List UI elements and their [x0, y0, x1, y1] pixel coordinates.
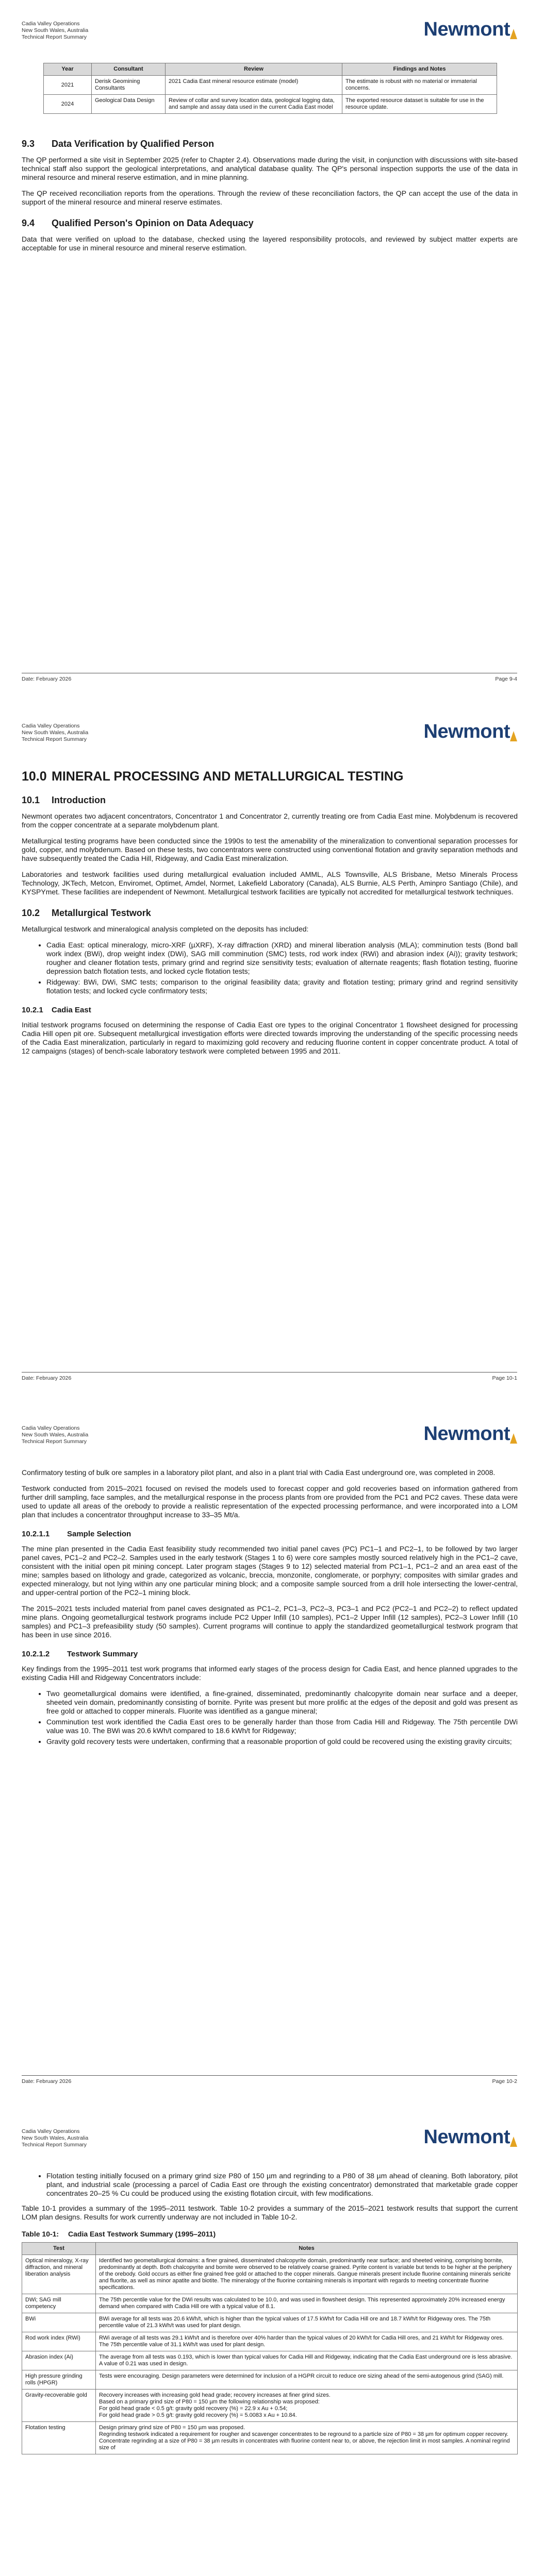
table-cell: Recovery increases with increasing gold head grade; recovery increases at finer grind sizes. Based on a primary grind size of P80 = 150 µm the following relationship was proposed: For gold head grade < 0.5 g/t: gravity gold recovery (%) = 22.9 x Au + 0.54; For gold head grade > 0.5 g/t: gravity gold recovery (%) = 5.0083 x Au + 10.84.: [96, 2389, 518, 2422]
section-number: 9.3: [22, 139, 35, 149]
page-number: Page 9-4: [495, 676, 517, 682]
section-title: Sample Selection: [67, 1530, 131, 1538]
logo-text: Newmont: [423, 19, 510, 40]
header-line: Cadia Valley Operations: [22, 723, 80, 729]
section-title: Data Verification by Qualified Person: [52, 139, 215, 149]
header-line: Cadia Valley Operations: [22, 2128, 80, 2134]
logo-mark-icon: [510, 2134, 517, 2147]
footer-date: Date: February 2026: [22, 2078, 72, 2084]
table-row: [22, 2255, 518, 2294]
page-10-2: [0, 1396, 544, 2099]
section-title: Cadia East: [52, 1006, 91, 1014]
table-cell: Design primary grind size of P80 = 150 µm was proposed. Regrinding testwork indicated a requirement for rougher and scavenger concentrates to be reground to a particle size of P80 = 38 µm for optimum copper recovery. Concentrate regrinding at a size of P80 = 38 µm results in concentrates with fluorine content near to, or above, the rejection limit in most samples. A nominal regrind size of: [96, 2422, 518, 2454]
newmont-logo: [424, 20, 518, 39]
section-number: 10.2: [22, 908, 40, 918]
list-item: • Two geometallurgical domains were identified, a fine-grained, disseminated, predominantly chalcopyrite domain near surface and a deeper, sheeted vein domain, predominantly consisting of bornite. Pyrite was present but more prolific at the edges of the deposit and gold was present as free gold or attached to copper minerals. Fluorite was identified as a gangue mineral;: [46, 1689, 518, 1716]
paragraph: Confirmatory testing of bulk ore samples in a laboratory pilot plant, and also in a plant trial with Cadia East underground ore, was completed in 2008.: [22, 1468, 496, 1477]
paragraph: Table 10-1 provides a summary of the 1995–2011 testwork. Table 10-2 provides a summary of the 2015–2021 testwork results that support the current LOM plan designs. Results for work currently underway are not included in Table 10-2.: [22, 2204, 518, 2221]
table-header-cell: Findings and Notes: [342, 63, 497, 76]
testwork-list: [22, 941, 518, 995]
table-header-cell: Year: [44, 63, 92, 76]
logo-text: Newmont: [423, 2126, 510, 2148]
section-heading-9-4: [22, 218, 518, 229]
section-number: 10.2.1: [22, 1006, 43, 1014]
table-title: Cadia East Testwork Summary (1995–2011): [68, 2230, 216, 2238]
page-header: [22, 21, 88, 41]
paragraph: The mine plan presented in the Cadia East feasibility study recommended two initial panel caves (PC) PC1–1 and PC2–1, to be followed by two larger panel caves, PC1–2 and PC2–2. Samples used in the early testwork (Stages 1 to 6) were core samples mostly sourced relatively high in the PC1–2 cave, consistent with the initial open pit mining concept. Later program stages (Stages 9 to 12) selected material from PC1–1, PC1–2 and an area east of the mine; samples based on lithology and grade, categorized as volcanic, breccia, monzonite, conglomerate, or porphyry; composites with similar grades and expected mineralogy, but not lying within any one particular mining block; and a composite sample sourced from a drill hole intersecting the lower-central, and upper-central portion of the PC2–1 mining block.: [22, 1545, 518, 1597]
table-caption: [22, 2230, 518, 2238]
table-row: [44, 76, 497, 95]
findings-list-continued: [22, 2172, 518, 2198]
paragraph: The 2015–2021 tests included material from panel caves designated as PC1–2, PC1–3, PC2–3, PC3–1 and PC2 (PC2–1 and PC2–2) to reflect updated mine plans. Ongoing geometallurgical testwork programs include PC2 Upper Infill (10 samples), PC1–2 Upper Infill (12 samples), PC2–3 Lower Infill (10 samples) and PC1–3 prefeasibility study (50 samples). Current programs will continue to apply the standardized geometallurgical testwork program that has been in use since 2016.: [22, 1604, 518, 1639]
table-row: [22, 2422, 518, 2454]
table-row: [22, 2370, 518, 2389]
logo-text: Newmont: [423, 721, 510, 742]
newmont-logo: [424, 1424, 518, 1444]
page-footer: [22, 2075, 517, 2084]
header-line: New South Wales, Australia: [22, 27, 89, 33]
list-item: • Gravity gold recovery tests were undertaken, confirming that a reasonable proportion of gold could be recovered using the existing gravity circuits;: [46, 1737, 518, 1746]
table-row: [22, 2313, 518, 2332]
table-header-cell: Consultant: [92, 63, 166, 76]
table-cell: BWi average for all tests was 20.6 kWh/t, which is higher than the typical values of 17.5 kWh/t for Cadia Hill ore and 18.7 kWh/t for Ridgeway ores. The 75th percentile value of 21.3 kWh/t was used for plant design.: [96, 2313, 518, 2332]
logo-text: Newmont: [423, 1423, 510, 1445]
section-title: Testwork Summary: [67, 1650, 138, 1658]
table-row: [44, 95, 497, 114]
header-line: Cadia Valley Operations: [22, 21, 80, 27]
section-heading-10-1: [22, 795, 518, 806]
page-10-1: [0, 693, 544, 1396]
newmont-logo: [424, 2127, 518, 2147]
table-cell: The average from all tests was 0.193, which is lower than typical values for Cadia Hill and Ridgeway, indicating that the Cadia East underground ore is less abrasive. A value of 0.21 was used in design.: [96, 2351, 518, 2370]
table-cell: 2021: [44, 76, 92, 95]
table-cell: Derisk Geomining Consultants: [92, 76, 166, 95]
table-cell: The 75th percentile value for the DWi results was calculated to be 10.0, and was used in flowsheet design. This represented approximately 20% increased energy demand when compared with Cadia Hill ore with a typical value of 8.1.: [96, 2294, 518, 2313]
list-item: • Flotation testing initially focused on a primary grind size P80 of 150 µm and regrinding to a P80 of 38 µm ahead of cleaning. Both laboratory, pilot plant, and industrial scale (processing a parcel of Cadia East ore through the existing concentrator) demonstrated that marketable grade copper concentrates 20–25 % Cu could be produced using the existing flotation circuit, with few modifications.: [46, 2172, 518, 2198]
paragraph: Data that were verified on upload to the database, checked using the layered responsibility protocols, and reviewed by subject matter experts are acceptable for use in mineral resource and mineral reserve estimation.: [22, 235, 518, 252]
paragraph: The QP performed a site visit in September 2025 (refer to Chapter 2.4). Observations made during the visit, in conjunction with discussions with site-based technical staff also support the geological interpretations, and analytical database quality. The QP's personal inspection supports the use of the data in mineral resource and mineral reserve estimation, and in mine planning.: [22, 156, 518, 181]
section-heading-10-2-1: [22, 1006, 518, 1014]
page-header: [22, 1425, 88, 1445]
table-cell: Flotation testing: [22, 2422, 96, 2454]
section-title: Qualified Person's Opinion on Data Adequacy: [52, 218, 254, 228]
paragraph: Key findings from the 1995–2011 test work programs that informed early stages of the process design for Cadia East, and hence planned upgrades to the existing Cadia Hill and Ridgeway Concentrators include:: [22, 1665, 518, 1682]
table-cell: Abrasion index (Ai): [22, 2351, 96, 2370]
chapter-number: 10.0: [22, 769, 47, 784]
paragraph: Laboratories and testwork facilities used during metallurgical evaluation included AMML, ALS Townsville, ALS Brisbane, Metso Minerals Process Technology, JKTech, Metcon, Enviromet, Optimet, Amdel, Normet, Lakefield Laboratory (Canada), ALS Burnie, ALS Perth, Aminpro Santiago (Chile), and KYSPYmet. These facilities are independent of Newmont. Metallurgical testwork facilities are typically not accredited for metallurgical testwork techniques.: [22, 870, 518, 896]
table-header-cell: Review: [166, 63, 342, 76]
findings-list: [22, 1689, 518, 1746]
qa-review-table: [43, 63, 497, 114]
section-heading-10-2-1-1: [22, 1530, 518, 1538]
section-title: Metallurgical Testwork: [52, 908, 151, 918]
table-cell: Geological Data Design: [92, 95, 166, 114]
table-cell: 2024: [44, 95, 92, 114]
table-cell: Gravity-recoverable gold: [22, 2389, 96, 2422]
table-cell: Optical mineralogy, X-ray diffraction, and mineral liberation analysis: [22, 2255, 96, 2294]
header-line: Technical Report Summary: [22, 2142, 87, 2148]
header-line: New South Wales, Australia: [22, 2135, 89, 2141]
section-number: 10.2.1.2: [22, 1650, 50, 1658]
page-footer: [22, 1372, 517, 1381]
header-line: Technical Report Summary: [22, 34, 87, 40]
page-number: Page 10-2: [492, 2078, 517, 2084]
logo-mark-icon: [510, 729, 517, 741]
table-cell: High pressure grinding rolls (HPGR): [22, 2370, 96, 2389]
header-line: Technical Report Summary: [22, 1438, 87, 1445]
footer-date: Date: February 2026: [22, 676, 72, 682]
list-item: • Ridgeway: BWi, DWi, SMC tests; comparison to the original feasibility data; gravity and flotation testing; primary grind and regrind sensitivity flotation tests; and locked cycle confirmatory tests;: [46, 978, 518, 995]
header-line: New South Wales, Australia: [22, 730, 89, 736]
section-heading-9-3: [22, 139, 518, 149]
paragraph: Newmont operates two adjacent concentrators, Concentrator 1 and Concentrator 2, currently treating ore from Cadia East mine. Molybdenum is recovered from the copper concentrate at a separate molybdenum plant.: [22, 812, 518, 829]
header-line: Technical Report Summary: [22, 736, 87, 742]
section-heading-10-2: [22, 908, 518, 919]
logo-mark-icon: [510, 27, 517, 39]
paragraph: Metallurgical testing programs have been conducted since the 1990s to test the amenability of the mineralization to conventional separation processes for gold, copper, and molybdenum. Based on these tests, two concentrators were constructed using conventional flotation and gravity separation methods and have subsequently treated the Cadia Hill, Ridgeway, and Cadia East mineralization.: [22, 837, 518, 862]
chapter-title: MINERAL PROCESSING AND METALLURGICAL TESTING: [52, 769, 404, 784]
table-row: [22, 2332, 518, 2351]
paragraph: Initial testwork programs focused on determining the response of Cadia East ore types to the original Concentrator 1 flowsheet designed for processing Cadia Hill open pit ore. Subsequent metallurgical investigation efforts were directed towards improving the understanding of the specific processing needs of the Cadia East mineralization, particularly in regard to maximizing gold recovery and reducing fluorine content in copper concentrate product. A total of 12 campaigns (stages) of bench-scale laboratory testwork were completed between 1995 and 2011.: [22, 1021, 518, 1055]
chapter-heading: [22, 769, 518, 784]
table-cell: The exported resource dataset is suitable for use in the resource update.: [342, 95, 497, 114]
logo-mark-icon: [510, 1431, 517, 1444]
table-cell: Rod work index (RWi): [22, 2332, 96, 2351]
table-row: [22, 2389, 518, 2422]
table-cell: The estimate is robust with no material or immaterial concerns.: [342, 76, 497, 95]
table-row: [22, 2351, 518, 2370]
section-heading-10-2-1-2: [22, 1650, 518, 1658]
table-cell: Review of collar and survey location data, geological logging data, and sample and assay data used in the current Cadia East model: [166, 95, 342, 114]
paragraph: The QP received reconciliation reports from the operations. Through the review of these reconciliation factors, the QP can accept the use of the data in support of the mineral resource and mineral reserve estimates.: [22, 189, 518, 206]
paragraph: Testwork conducted from 2015–2021 focused on revised the models used to forecast copper and gold recoveries based on information gathered from further drill sampling, face samples, and the metallurgical response in the process plants from ore provided from the PC1 and PC2 caves. These data were used to update all areas of the orebody to provide a realistic representation of the expected processing performance, and were incorporated into a LOM plan that includes a concentrator throughput increase to 33–35 Mt/a.: [22, 1484, 518, 1519]
page-footer: [22, 673, 517, 682]
table-cell: RWi average of all tests was 29.1 kWh/t and is therefore over 40% harder than the typical values of 20 kWh/t for Cadia Hill ores, and 21 kWh/t for Ridgeway ores. The 75th percentile value of 31.1 kWh/t was used for plant design.: [96, 2332, 518, 2351]
table-header-row: [44, 63, 497, 76]
table-cell: 2021 Cadia East mineral resource estimate (model): [166, 76, 342, 95]
table-number: Table 10-1:: [22, 2230, 59, 2238]
table-cell: Tests were encouraging. Design parameters were determined for inclusion of a HGPR circuit to reduce ore sizing ahead of the semi-autogenous grind (SAG) mill.: [96, 2370, 518, 2389]
table-row: [22, 2294, 518, 2313]
page-header: [22, 723, 88, 743]
page-header: [22, 2128, 88, 2148]
testwork-summary-table: [22, 2242, 518, 2454]
section-title: Introduction: [52, 795, 106, 805]
table-cell: BWi: [22, 2313, 96, 2332]
section-number: 10.2.1.1: [22, 1530, 50, 1538]
footer-date: Date: February 2026: [22, 1375, 72, 1381]
list-item: • Comminution test work identified the Cadia East ores to be generally harder than those from Cadia Hill and Ridgeway. The 75th percentile DWi value was 10. The BWi was 20.6 kWh/t compared to 18.6 kWh/t for Ridgeway;: [46, 1718, 518, 1735]
page-10-3: [0, 2099, 544, 2576]
header-line: New South Wales, Australia: [22, 1432, 89, 1438]
page-9-4: [0, 0, 544, 693]
newmont-logo: [424, 722, 518, 741]
table-cell: DWi; SAG mill competency: [22, 2294, 96, 2313]
paragraph: Metallurgical testwork and mineralogical analysis completed on the deposits has included:: [22, 925, 309, 933]
table-header-row: [22, 2243, 518, 2255]
list-item: • Cadia East: optical mineralogy, micro-XRF (µXRF), X-ray diffraction (XRD) and mineral liberation analysis (MLA); comminution tests (Bond ball work index (BWi), drop weight index (DWi), SAG mill comminution (SMC) tests, rod work index (RWi) and abrasion index (Ai)); gravity testwork; rougher and cleaner flotation tests, primary grind and regrind size sensitivity tests; evaluation of alternate reagents; flash flotation testing, fluorine depression batch flotation tests, and locked cycle flotation tests;: [46, 941, 518, 976]
header-line: Cadia Valley Operations: [22, 1425, 80, 1431]
section-number: 10.1: [22, 795, 40, 805]
page-number: Page 10-1: [492, 1375, 517, 1381]
section-number: 9.4: [22, 218, 35, 228]
table-header-cell: Test: [22, 2243, 96, 2255]
table-header-cell: Notes: [96, 2243, 518, 2255]
table-cell: Identified two geometallurgical domains: a finer grained, disseminated chalcopyrite domain, predominantly near surface; and sheeted veining, comprising bornite, predominantly at depth. Both chalcopyrite and bornite were observed to be relatively coarse grained. Pyrite content is variable but tends to be higher at the periphery of the orebody. Gold occurs as either fine grained free gold or attached to the copper minerals. Gangue minerals present include fluorine containing minerals sericite and fluorite, as well as minor apatite and biotite. The mineralogy of the fluorine containing minerals is important with regards to meeting concentrate fluorine specifications.: [96, 2255, 518, 2294]
